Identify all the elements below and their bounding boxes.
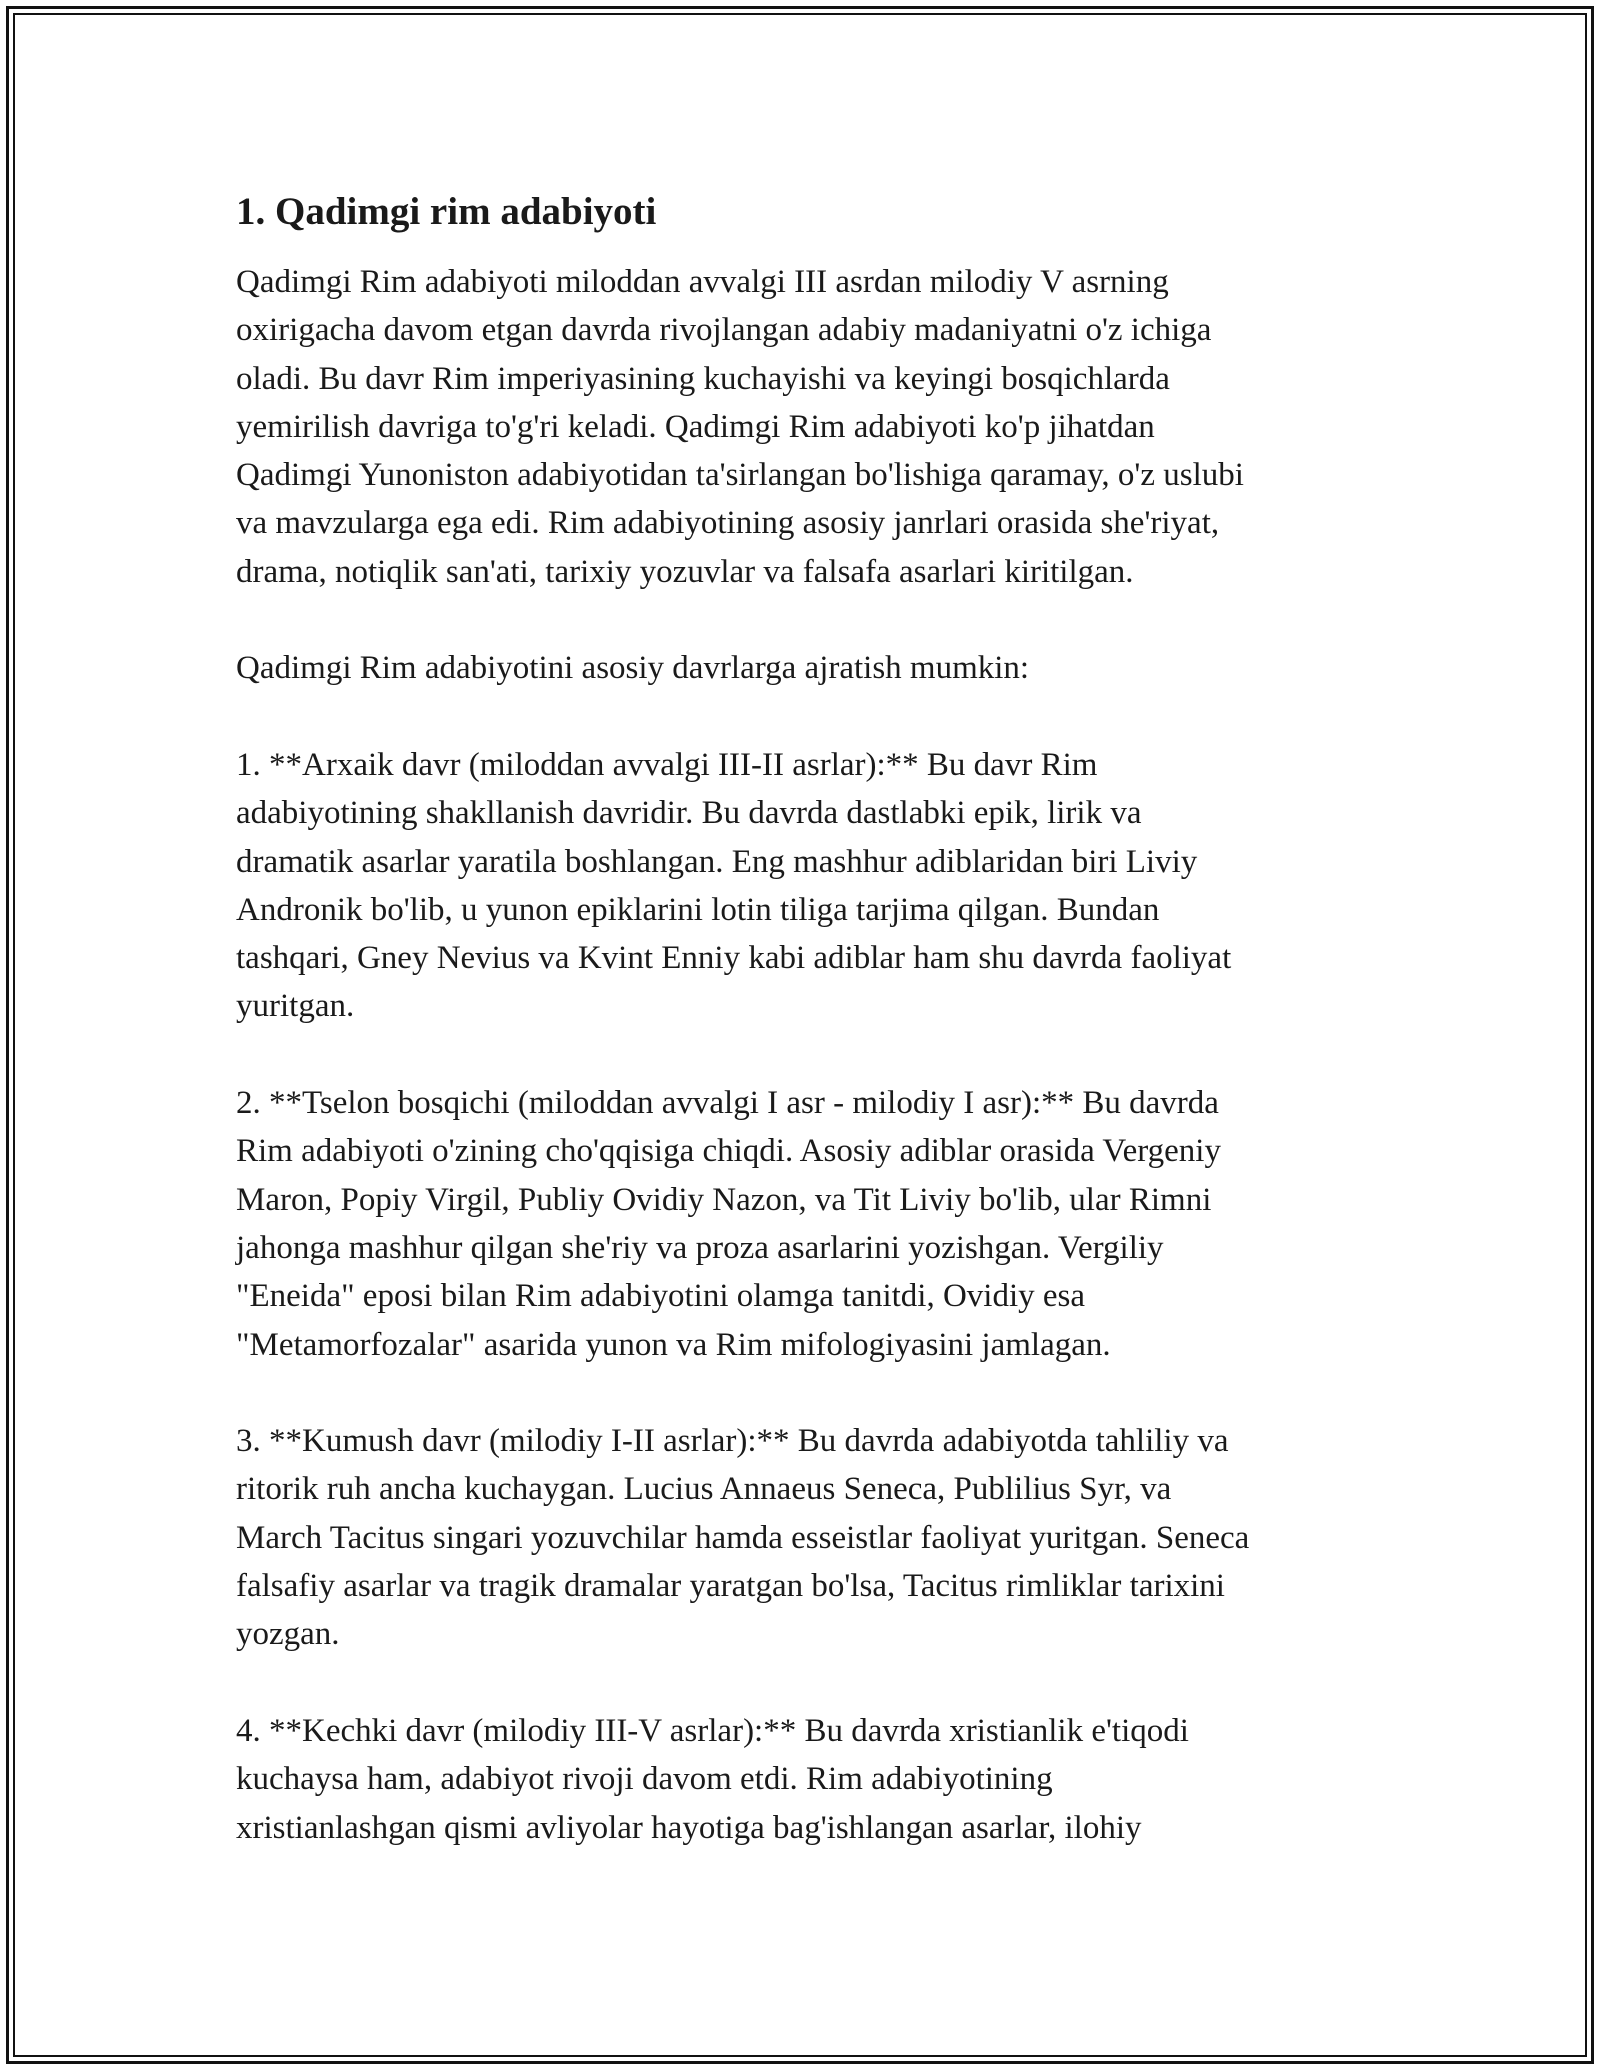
- document-body: [236, 188, 1376, 1900]
- paragraph-periods-lead: Qadimgi Rim adabiyotini asosiy davrlarga ajratish mumkin:: [236, 650, 1030, 687]
- paragraph-silver-period: 3. **Kumush davr (milodiy I-II asrlar):** Bu davrda adabiyotda tahliliy va ritorik ruh ancha kuchaygan. Lucius Annaeus Seneca, Publilius Syr, va March Tacitus singari yozuvchilar hamda esseistlar faoliyat yuritgan. Seneca falsafiy asarlar va tragik dramalar yaratgan bo'lsa, Tacitus rimliklar tarixini yozgan.: [236, 1423, 1250, 1653]
- paragraph-intro: Qadimgi Rim adabiyoti miloddan avvalgi III asrdan milodiy V asrning oxirigacha davom etgan davrda rivojlangan adabiy madaniyatni o'z ichiga oladi. Bu davr Rim imperiyasining kuchayishi va keyingi bosqichlarda yemirilish davriga to'g'ri keladi. Qadimgi Rim adabiyoti ko'p jihatdan Qadimgi Yunoniston adabiyotidan ta'sirlangan bo'lishiga qaramay, o'z uslubi va mavzularga ega edi. Rim adabiyotining asosiy janrlari orasida she'riyat, drama, notiqlik san'ati, tarixiy yozuvlar va falsafa asarlari kiritilgan.: [236, 264, 1244, 590]
- paragraph-golden-period: 2. **Tselon bosqichi (miloddan avvalgi I asr - milodiy I asr):** Bu davrda Rim adabiyoti o'zining cho'qqisiga chiqdi. Asosiy adiblar orasida Vergeniy Maron, Popiy Virgil, Publiy Ovidiy Nazon, va Tit Liviy bo'lib, ular Rimni jahonga mashhur qilgan she'riy va proza asarlarini yozishgan. Vergiliy "Eneida" eposi bilan Rim adabiyotini olamga tanitdi, Ovidiy esa "Metamorfozalar" asarida yunon va Rim mifologiyasini jamlagan.: [236, 1085, 1221, 1363]
- paragraph-archaic-period: 1. **Arxaik davr (miloddan avvalgi III-II asrlar):** Bu davr Rim adabiyotining shakllanish davridir. Bu davrda dastlabki epik, lirik va dramatik asarlar yaratila boshlangan. Eng mashhur adiblaridan biri Liviy Andronik bo'lib, u yunon epiklarini lotin tiliga tarjima qilgan. Bundan tashqari, Gney Nevius va Kvint Enniy kabi adiblar ham shu davrda faoliyat yuritgan.: [236, 746, 1232, 1025]
- paragraph-late-period: 4. **Kechki davr (milodiy III-V asrlar):** Bu davrda xristianlik e'tiqodi kuchaysa ham, adabiyot rivoji davom etdi. Rim adabiyotining xristianlashgan qismi avliyolar hayotiga bag'ishlangan asarlar, ilohiy: [236, 1712, 1189, 1846]
- document-title: 1. Qadimgi rim adabiyoti: [236, 190, 657, 233]
